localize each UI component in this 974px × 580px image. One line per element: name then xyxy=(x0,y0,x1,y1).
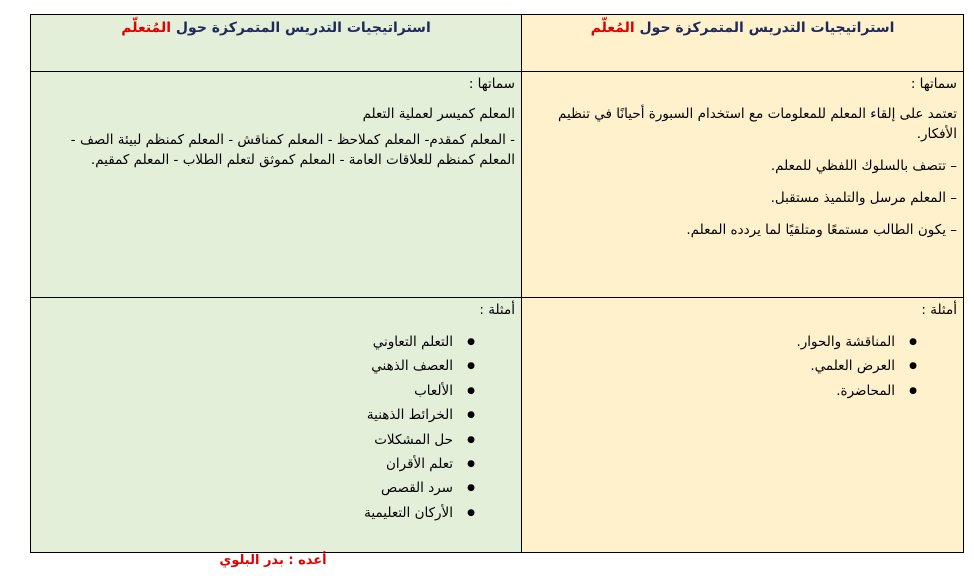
teacher-examples-cell xyxy=(522,298,964,553)
teacher-title-keyword: المُعلّم xyxy=(590,20,635,36)
author-credit: أعده : بدر البلوي xyxy=(219,553,327,568)
teacher-trait-line: – يكون الطالب مستمعًا ومتلقيًا لما يردده المعلم. xyxy=(686,222,957,238)
teacher-trait-line: – المعلم مرسل والتلميذ مستقبل. xyxy=(770,190,957,206)
learner-traits-label: سماتها : xyxy=(468,76,515,92)
teacher-trait-line: – تتصف بالسلوك اللفظي للمعلم. xyxy=(770,158,957,174)
list-item: ● المحاضرة. xyxy=(532,379,917,403)
teacher-traits-cell xyxy=(522,72,964,298)
list-item: ● الألعاب xyxy=(41,379,475,403)
list-item: ● العرض العلمي. xyxy=(532,354,917,378)
list-item: ● سرد القصص xyxy=(41,476,475,500)
strategies-table xyxy=(30,14,964,553)
learner-trait-line: - المعلم كمقدم- المعلم كملاحظ - المعلم كمناقش - المعلم كمنظم لبيئة الصف - المعلم كمنظم للعلاقات العامة - المعلم كموثق لتعلم الطلاب - المعلم كمقيم. xyxy=(70,132,515,168)
list-item: ● المناقشة والحوار. xyxy=(532,330,917,354)
teacher-column-title xyxy=(522,15,963,36)
list-item: ● العصف الذهني xyxy=(41,354,475,378)
teacher-header-cell xyxy=(522,15,964,72)
learner-title-prefix: استراتيجيات التدريس المتمركزة حول xyxy=(175,20,431,36)
list-item: ● الأركان التعليمية xyxy=(41,501,475,525)
learner-examples-list xyxy=(41,330,515,525)
teacher-examples-label: أمثلة : xyxy=(921,302,957,318)
learner-column-title xyxy=(31,15,521,36)
learner-examples-cell xyxy=(31,298,522,553)
teacher-examples-list xyxy=(532,330,957,403)
teacher-traits-label: سماتها : xyxy=(910,76,957,92)
list-item: ● حل المشكلات xyxy=(41,428,475,452)
learner-trait-line: المعلم كميسر لعملية التعلم xyxy=(362,106,515,122)
list-item: ● تعلم الأقران xyxy=(41,452,475,476)
learner-title-keyword: المُتعلّم xyxy=(121,20,172,36)
teacher-trait-line: تعتمد على إلقاء المعلم للمعلومات مع استخدام السبورة أحيانًا في تنظيم الأفكار. xyxy=(558,106,957,142)
list-item: ● الخرائط الذهنية xyxy=(41,403,475,427)
teacher-title-prefix: استراتيجيات التدريس المتمركزة حول xyxy=(639,20,895,36)
learner-header-cell xyxy=(31,15,522,72)
list-item: ● التعلم التعاوني xyxy=(41,330,475,354)
learner-traits-cell xyxy=(31,72,522,298)
learner-examples-label: أمثلة : xyxy=(479,302,515,318)
